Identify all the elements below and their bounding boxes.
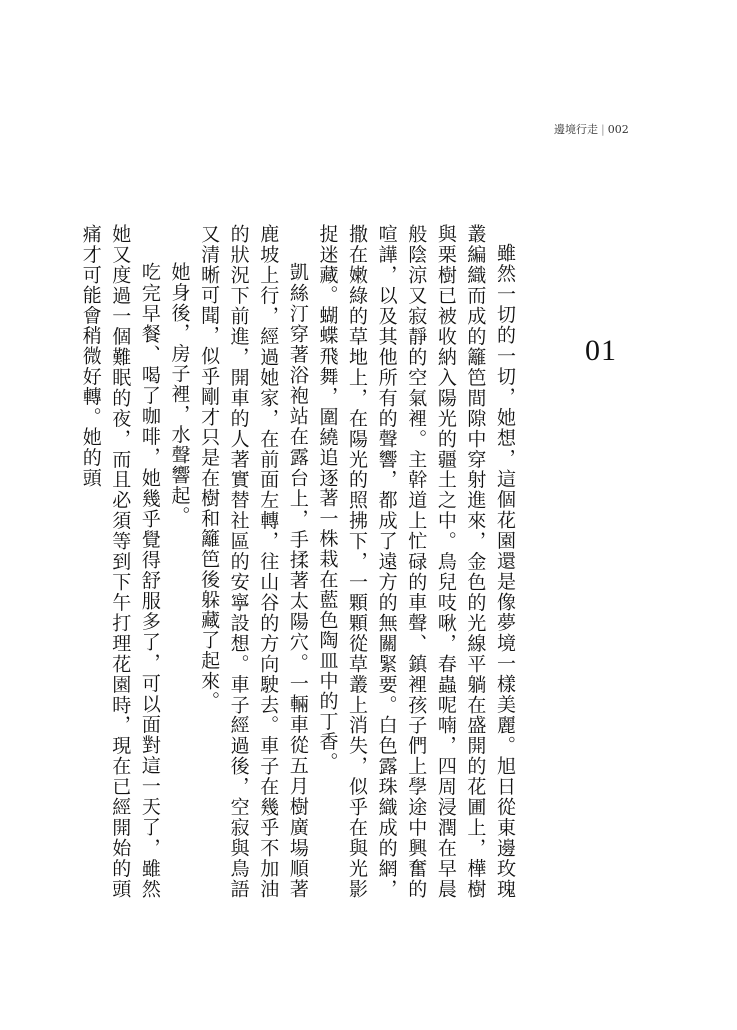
page-number: 002 [607,123,629,136]
paragraph-3: 她身後，房子裡，水聲響起。 [168,262,191,526]
body-text [79,224,519,899]
running-header [554,121,629,135]
paragraph-2: 凱絲汀穿著浴袍站在露台上，手揉著太陽穴。一輛車從五月樹廣場順著鹿坡上行，經過她家，在前面左轉，往山谷的方向駛去。車子在幾乎不加油的狀況下前進，開車的人著實替社區的安寧設想。車子經過後，空寂與鳥語又清晰可聞，似乎剛才只是在樹和籬笆後躲藏了起來。 [198,224,309,899]
chapter-number: 01 [585,334,617,367]
paragraph-4: 吃完早餐、喝了咖啡，她幾乎覺得舒服多了，可以面對這一天了，雖然她又度過一個難眠的夜，而且必須等到下午打理花園時，現在已經開始的頭痛才可能會稍微好轉。她的頭 [79,224,161,899]
paragraph-1: 雖然一切的一切，她想，這個花園還是像夢境一樣美麗。旭日從東邊玫瑰叢編織而成的籬笆間隙中穿射進來，金色的光線平躺在盛開的花圃上，樺樹與栗樹已被收納入陽光的疆土之中。鳥兒吱啾，春蟲呢喃，四周浸潤在早晨般陰涼又寂靜的空氣裡。主幹道上忙碌的車聲、鎮裡孩子們上學途中興奮的喧譁，以及其他所有的聲響，都成了遠方的無關緊要。白色露珠織成的網，撒在嫩綠的草地上，在陽光的照拂下，一顆顆從草叢上消失，似乎在與光影捉迷藏。蝴蝶飛舞，圍繞追逐著一株栽在藍色陶皿中的丁香。 [316,224,516,899]
book-title: 邊境行走 [554,123,598,136]
header-separator: | [601,123,605,136]
